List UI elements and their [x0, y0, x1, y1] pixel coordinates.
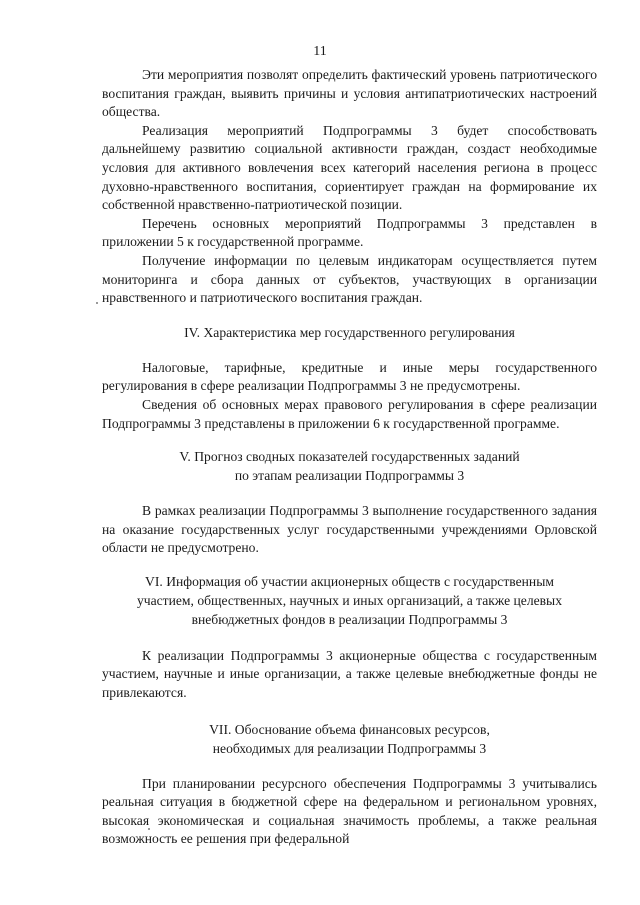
- section-5-paragraph-1: В рамках реализации Подпрограммы 3 выполнение государственного задания на оказание государственных услуг государственными учреждениями Орловской области не предусмотрено.: [102, 503, 597, 556]
- page-number: 11: [313, 44, 327, 59]
- section-4-paragraph-2: Сведения об основных мерах правового регулирования в сфере реализации Подпрограммы 3 представлены в приложении 6 к государственной программе.: [102, 396, 597, 431]
- section-6-heading-line-2: участием, общественных, научных и иных организаций, а также целевых: [136, 592, 562, 608]
- intro-paragraph-2: Реализация мероприятий Подпрограммы 3 будет способствовать дальнейшему развитию социальной активности граждан, создаст необходимые условия для активного вовлечения всех категорий населения региона в процесс духовно-нравственного воспитания, сориентирует граждан на формирование их собственной нравственно-патриотической позиции.: [102, 122, 597, 213]
- intro-paragraph-4: Получение информации по целевым индикаторам осуществляется путем мониторинга и сбора данных от субъектов, участвующих в организации нравственного и патриотического воспитания граждан.: [102, 252, 597, 306]
- scan-speck: [96, 302, 98, 304]
- section-5-heading: [102, 447, 597, 485]
- section-7-paragraph-1: При планировании ресурсного обеспечения Подпрограммы 3 учитывались реальная ситуация в бюджетной сфере на федеральном и региональном уровнях, высокая экономическая и социальная значимость проблемы, а также реальная возможность ее решения при федеральной: [102, 775, 597, 847]
- section-7-heading-line-1: VII. Обоснование объема финансовых ресурсов,: [209, 721, 490, 737]
- section-6-heading-line-3: внебюджетных фондов в реализации Подпрограммы 3: [191, 611, 508, 627]
- section-5-heading-line-2: по этапам реализации Подпрограммы 3: [234, 468, 465, 484]
- section-6-heading: [102, 572, 597, 629]
- section-6-heading-line-1: VI. Информация об участии акционерных обществ с государственным: [145, 573, 554, 589]
- section-4-paragraph-1: Налоговые, тарифные, кредитные и иные меры государственного регулирования в сфере реализации Подпрограммы 3 не предусмотрены.: [102, 359, 597, 394]
- page-content: [102, 66, 597, 849]
- scan-speck: [148, 828, 150, 830]
- section-7-heading-line-2: необходимых для реализации Подпрограммы 3: [212, 740, 487, 756]
- section-7-heading: [102, 720, 597, 758]
- intro-paragraph-1: Эти мероприятия позволят определить фактический уровень патриотического воспитания граждан, выявить причины и условия антипатриотических настроений общества.: [102, 67, 597, 120]
- intro-paragraph-3: Перечень основных мероприятий Подпрограммы 3 представлен в приложении 5 к государственной программе.: [102, 215, 597, 250]
- section-6-paragraph-1: К реализации Подпрограммы 3 акционерные общества с государственным участием, научные и иные организации, а также целевые внебюджетные фонды не привлекаются.: [102, 647, 597, 701]
- section-5-heading-line-1: V. Прогноз сводных показателей государственных заданий: [179, 449, 520, 465]
- section-4-heading: IV. Характеристика мер государственного регулирования: [184, 324, 515, 340]
